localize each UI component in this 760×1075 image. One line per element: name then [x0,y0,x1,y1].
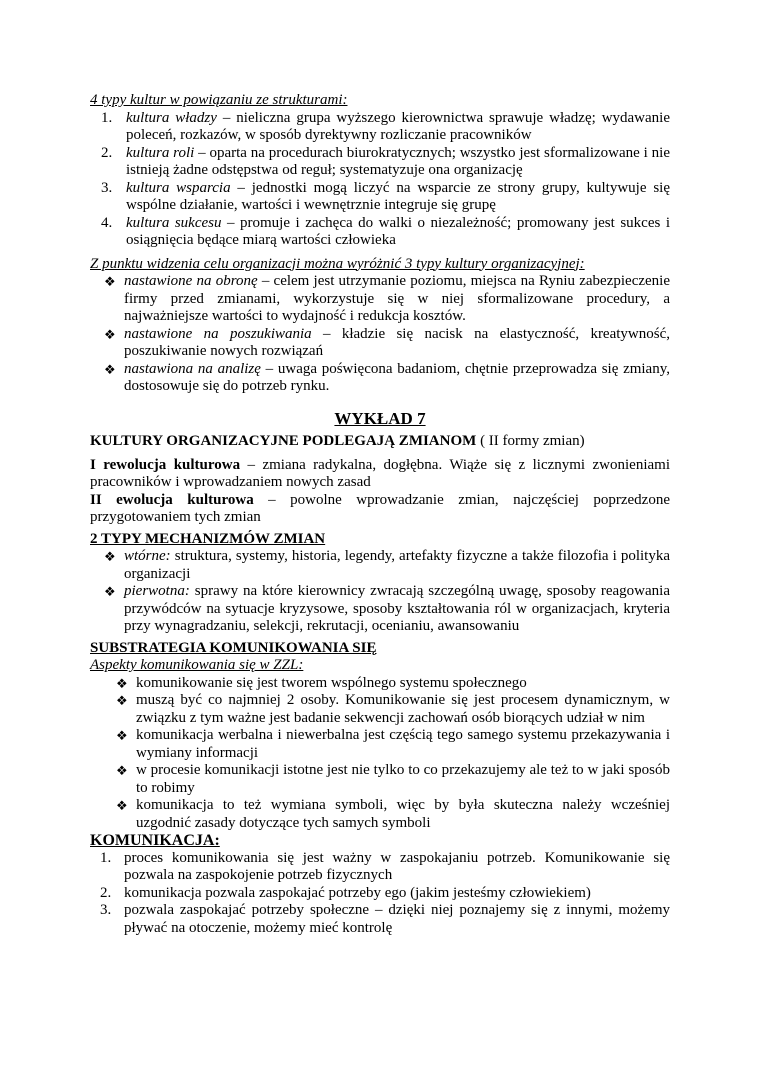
item-text: komunikacja to też wymiana symboli, więc by była skuteczna należy wcześniej uzgodnić zasady dotyczące tych samych symboli [136,797,670,831]
culture-types-heading: 4 typy kultur w powiązaniu ze strukturami: [90,92,348,108]
item-text: komunikowanie się jest tworem wspólnego systemu społecznego [136,674,527,691]
mechanisms-heading: 2 TYPY MECHANIZMÓW ZMIAN [90,530,326,547]
diamond-bullet-icon: ❖ [116,693,128,708]
item-number: 3. [100,902,112,918]
diamond-bullet-icon: ❖ [104,584,116,599]
item-text: – jednostki mogą liczyć na wsparcie ze strony grupy, kultywuje się wspólne działanie, wartości i wewnętrznie integruje się grupę [126,179,670,213]
item-text: komunikacja pozwala zaspokajać potrzeby ego (jakim jesteśmy człowiekiem) [124,884,591,901]
item-term: nastawione na poszukiwania [124,325,312,342]
item-text: – oparta na procedurach biurokratycznych; wszystko jest sformalizowane i nie istnieją żadne odstępstwa od reguł; systematyzuje ona organizację [126,144,670,178]
list-item [90,548,670,583]
item-term: pierwotna: [124,583,190,599]
diamond-bullet-icon: ❖ [116,763,128,778]
diamond-bullet-icon: ❖ [104,326,116,342]
list-item [90,902,670,937]
diamond-bullet-icon: ❖ [104,361,116,377]
item-text: struktura, systemy, historia, legendy, artefakty fizyczne a także filozofia i polityka organizacji [124,548,670,582]
list-item [90,675,670,693]
item-number: 2. [100,884,112,901]
lecture-title: WYKŁAD 7 [334,408,426,428]
list-item [90,727,670,762]
list-item [90,145,670,180]
item-term: kultura władzy [126,109,217,126]
diamond-bullet-icon: ❖ [116,798,128,813]
item-text: komunikacja werbalna i niewerbalna jest częścią tego samego systemu przekazywania i wymiany informacji [136,727,670,761]
item-number: 3. [101,179,113,196]
list-item [90,583,670,636]
diamond-bullet-icon: ❖ [116,728,128,743]
evolution-term: II ewolucja kulturowa [90,491,254,508]
diamond-bullet-icon: ❖ [104,549,116,564]
item-text: – kładzie się nacisk na elastyczność, kreatywność, poszukiwanie nowych rozwiązań [124,325,670,359]
revolution-paragraph [90,457,670,492]
revolution-text: – zmiana radykalna, dogłębna. Wiąże się z licznymi zwonieniami pracowników i wprowadzaniem nowych zasad [90,456,670,490]
communication-subheading: Aspekty komunikowania się w ZZL: [90,657,304,673]
item-text: – uwaga poświęcona badaniom, chętnie przeprowadza się zmiany, dostosowuje się do potrzeb rynku. [124,360,670,394]
item-text: proces komunikowania się jest ważny w zaspokajaniu potrzeb. Komunikowanie się pozwala na zaspokojenie potrzeb fizycznych [124,849,670,883]
list-item [90,180,670,215]
item-term: kultura roli [126,144,195,161]
item-term: nastawiona na analizę [124,360,261,377]
communication-heading: SUBSTRATEGIA KOMUNIKOWANIA SIĘ [90,639,377,656]
organization-goal-heading: Z punktu widzenia celu organizacji można wyróżnić 3 typy kultury organizacyjnej: [90,255,585,272]
item-text: – promuje i zachęca do walki o niezależność; promowany jest sukces i osiągnięcia będące miarą wartości człowieka [126,214,670,248]
item-number: 2. [101,144,113,161]
item-text: w procesie komunikacji istotne jest nie tylko to co przekazujemy ale też to w jaki sposób to robimy [136,762,670,796]
evolution-paragraph [90,492,670,527]
item-term: kultura sukcesu [126,214,222,231]
list-item [90,850,670,885]
item-text: – nieliczna grupa wyższego kierownictwa sprawuje władzę; wydawanie poleceń, rozkazów, w sposób dyrektywny rozliczanie pracowników [126,109,670,143]
list-item [90,797,670,832]
list-item [90,215,670,250]
list-item [90,110,670,145]
list-item [90,273,670,326]
item-number: 1. [101,109,113,126]
item-term: nastawione na obronę [124,273,258,289]
item-text: – celem jest utrzymanie poziomu, miejsca na Ryniu zabezpieczenie firmy przed zmianami, wykorzystuje się w niej sformalizowane procedury, a najważniejsze wartości to wydajność i redukcja kosztów. [124,273,670,324]
list-item [90,326,670,361]
item-text: muszą być co najmniej 2 osoby. Komunikowanie się jest procesem dynamicznym, w związku z tym ważne jest badanie sekwencji zachowań osób biorących udział w nim [136,692,670,726]
item-term: wtórne: [124,548,171,564]
diamond-bullet-icon: ❖ [116,675,128,691]
item-number: 1. [100,849,112,866]
diamond-bullet-icon: ❖ [104,274,116,289]
list-item [90,762,670,797]
evolution-text: – powolne wprowadzanie zmian, najczęściej poprzedzone przygotowaniem tych zmian [90,491,670,525]
revolution-term: I rewolucja kulturowa [90,456,241,473]
item-text: sprawy na które kierownicy zwracają szczególną uwagę, sposoby reagowania przywódców na sytuacje kryzysowe, sposoby kształtowania ról w organizacjach, kryteria przy wynagradzaniu, selekcji, rekrutacji, ocenianiu, awansowaniu [124,583,670,634]
document-page [90,92,670,937]
komunikacja-heading: KOMUNIKACJA: [90,832,220,849]
changes-heading-note: ( II formy zmian) [476,433,585,449]
changes-heading [90,433,670,451]
item-text: pozwala zaspokajać potrzeby społeczne – dzięki niej poznajemy się z innymi, możemy pływać na otoczenie, możemy mieć kontrolę [124,902,670,936]
changes-heading-bold: KULTURY ORGANIZACYJNE PODLEGAJĄ ZMIANOM [90,433,477,449]
list-item [90,885,670,903]
item-term: kultura wsparcia [126,179,231,196]
list-item [90,361,670,396]
item-number: 4. [101,214,113,231]
list-item [90,692,670,727]
